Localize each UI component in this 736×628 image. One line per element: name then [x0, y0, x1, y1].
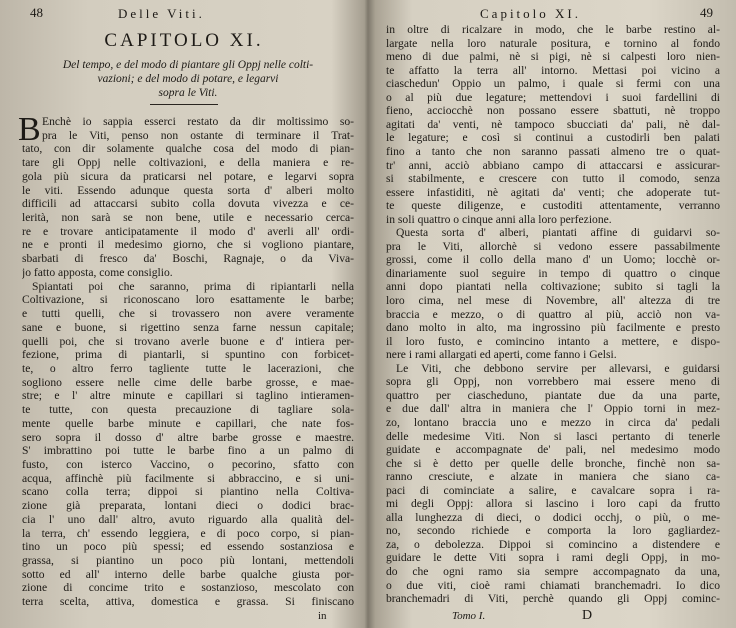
text-line: pra le Viti, allorchè si vedono essere passabilmente — [386, 239, 720, 253]
text-line: te, o altro ferro tagliente tutte le lacerazioni, che — [22, 361, 354, 375]
text-line: dano molto in alto, ma ingrossino più facilmente e presto — [386, 321, 720, 335]
text-line: che si è detto per quelle delle bronche, finchè non sa- — [386, 456, 720, 470]
text-line: sero sopra il dosso d' altre barbe grosse e maestre. — [22, 430, 354, 444]
text-line: si stabilmente, e crescere con tutto il comodo, senza — [386, 172, 720, 186]
text-line: paci di cominciate a salire, e cavalcare sopra i ra- — [386, 483, 720, 497]
text-line: jo fatto apposta, come consiglio. — [22, 265, 173, 279]
text-line: meno di due palmi, nè si pigi, nè si calpesti loro nien- — [386, 50, 720, 64]
text-line: alla lunghezza di dieci, o dodici occhj, o più, o me- — [386, 510, 720, 524]
text-line: zione di concime trito e sostanzioso, mescolato con — [22, 581, 354, 595]
text-line: in oltre di ricalzare in modo, che le barbe restino al- — [386, 23, 720, 36]
text-line: fezione, prima di piantarli, si spuntino con forbicet- — [22, 348, 354, 362]
text-line: quelli poi, che si trovano averle buone e d' intiera per- — [22, 334, 354, 348]
text-line: guidare le dette Viti sopra i rami degli Oppj, in mo- — [386, 551, 720, 565]
text-line: sotto ed all' interno delle barbe qualche giusta por- — [22, 567, 354, 581]
text-line: sogliono essere nelle cime delle barbe grosse, e mae- — [22, 375, 354, 389]
text-line: S' imbrattino poi tutte le barbe fino a un palmo di — [22, 444, 354, 458]
volume-footer: Tomo I. — [452, 610, 486, 622]
text-line: delle medesime Viti. Non si lasci pertanto di tenerle — [386, 429, 720, 443]
text-line: le legature; e così si continui a custodirli ben palati — [386, 131, 720, 145]
text-line: pra le Viti, penso non ostante di terminare il Trat- — [42, 128, 354, 142]
signature-mark: D — [582, 608, 593, 623]
text-line: essere infastiditi, nè agitati da' venti; che adoperate tut- — [386, 185, 720, 199]
summary-line: Del tempo, e del modo di piantare gli Oppj nelle colti- — [62, 59, 314, 71]
text-line: il loro fusto, e comincino intanto a mettere, e dispo- — [386, 334, 720, 348]
text-line: zione già preparata, lontani dieci o dodici brac- — [22, 499, 354, 513]
text-line: tare gli Oppj nelle coltivazioni, e della maniera e re- — [22, 156, 354, 170]
chapter-title: CAPITOLO XI. — [104, 30, 264, 51]
text-line: Spiantati poi che saranno, prima di ripiantarli nella — [32, 279, 354, 293]
text-line: Coltivazione, si riconoscano loro esattamente le barbe; — [22, 293, 354, 307]
text-line: lerità, non sarà se non bene, utile e necessario cerca- — [22, 211, 354, 225]
chapter-summary — [20, 58, 356, 100]
text-line: ranno cresciute, e alzate in maniera che siano ca- — [386, 470, 720, 484]
text-line: anni dopo piantati nella coltivazione; subito si tagli la — [386, 280, 720, 294]
text-line: te affatto la terra all' intorno. Mettasi poi vicino a — [386, 63, 720, 77]
text-line: cia l' uno dall' altro, avuto riguardo alla qualità del- — [22, 512, 354, 526]
text-line: grossi, come il collo della mano d' un Uomo; locchè or- — [386, 253, 720, 267]
text-line: Le Viti, che debbono servire per allevarsi, e guidarsi — [396, 361, 720, 375]
page-number: 49 — [700, 5, 713, 20]
catchword: in — [318, 610, 327, 622]
right-page — [368, 0, 736, 628]
text-line: sopra gli Oppj, non vorrebbero mai essere meno di — [386, 375, 720, 389]
text-line: le viti. Essendo adunque questa sorta d' alberi molto — [22, 183, 354, 197]
text-line: mente quelle barbe minute e capillari, che nate fos- — [22, 416, 354, 430]
text-line: te tutte, con questa precauzione di tagliare sola- — [22, 403, 354, 417]
text-line: o al più due legature; mettendovi i suoi fardellini di — [386, 90, 720, 104]
summary-line: sopra le Viti. — [158, 87, 218, 99]
text-line: agitati da' venti, nè tampoco sbucciati da' pali, nè dal- — [386, 117, 720, 131]
text-line: sane e buone, si rigettino senza farne nessun capitale; — [22, 320, 354, 334]
running-head: Capitolo XI. — [480, 6, 581, 21]
text-line: grassa, si piantino un poco più lontani, mettendoli — [22, 554, 354, 568]
text-line: stre; e l' altre minute e capillari si taglino intieramen- — [22, 389, 354, 403]
text-line: zo, lontano braccia uno e mezzo in circa da' pedali — [386, 415, 720, 429]
text-line: sbarbati di fresco da' Boschi, Ragnaje, o da Viva- — [22, 252, 354, 266]
text-line: e tutti quelli, che si trovassero non avere veramente — [22, 307, 354, 321]
text-line: Questa sorta d' alberi, piantati affine di guidarvi so- — [396, 226, 720, 240]
text-line: o due viti, cioè rami chiamati branchemadri. Io dico — [386, 578, 720, 592]
running-head: Delle Viti. — [118, 6, 205, 21]
text-line: te queste diligenze, e custoditi attentamente, verranno — [386, 199, 720, 213]
page-number: 48 — [30, 5, 43, 20]
summary-line: vazioni; e del modo di potare, e legarvi — [97, 73, 279, 85]
text-line: ne e pronti il medesimo giorno, che si vogliono piantare, — [22, 238, 354, 252]
text-line: in soli quattro o cinque anni alla loro perfezione. — [386, 212, 612, 226]
text-line: largate nella loro naturale positura, e tornino al fondo — [386, 36, 720, 50]
text-line: e due dall' altra in maniera che l' Oppio torni in mez- — [386, 402, 720, 416]
section-rule — [150, 104, 218, 105]
text-line: terra scelta, attiva, domestica e grassa. Si finiscano — [22, 595, 354, 609]
text-line: scano colla terra; dippoi si piantino nella Coltiva- — [22, 485, 354, 499]
text-line: Enchè io sappia esserci restato da dir moltissimo so- — [42, 115, 354, 128]
text-line: gola più sicura da praticarsi nel potare, e legarvi sopra — [22, 169, 354, 183]
text-line: tr' anni, acciò abbiano campo di attaccarsi e assicurar- — [386, 158, 720, 172]
text-line: no, secondo richiede e comporta la loro gagliardez- — [386, 524, 720, 538]
text-line: re e trovare anticipatamente il modo d' averli all' ordi- — [22, 224, 354, 238]
text-line: tato, con dir solamente qualche cosa del modo di pian- — [22, 142, 354, 156]
text-line: dinariamente suol seguire in tempo di quattro o cinque — [386, 266, 720, 280]
text-line: fieno, acciocchè non possano essere sbattuti, nè troppo — [386, 104, 720, 118]
drop-cap: B — [18, 111, 41, 148]
text-line: za, o debolezza. Dippoi si comincino a distendere e — [386, 537, 720, 551]
text-line: do che ogni ramo sia sempre accompagnato da una, — [386, 565, 720, 578]
text-line: tino un poco più spessi; ed essendo sostanziosa e — [22, 540, 354, 554]
text-line: quattro per ciascheduno, piantate due da una parte, — [386, 388, 720, 402]
text-line: mi degli Oppj: allora si lascino i loro capi da frutto — [386, 497, 720, 511]
text-line: nere i rami allargati ed aperti, come fanno i Gelsi. — [386, 348, 617, 362]
text-line: acqua, affinchè più facilmente si abbraccino, e si uni- — [22, 471, 354, 485]
text-line: ciaschedun' Oppio un palmo, i quale si fermi con una — [386, 77, 720, 91]
text-line: difficili ad attaccarsi subito colla dovuta vivezza e ce- — [22, 197, 354, 211]
text-line: loro cima, nel mese di Novembre, all' altezza di tre — [386, 294, 720, 307]
text-line: fino a tanto che non saranno passati almeno tre o quat- — [386, 144, 720, 158]
text-line: braccia e mezzo, o di quattro al più, acciò non va- — [386, 307, 720, 321]
text-line: guidate e accompagnate de' pali, nel medesimo modo — [386, 443, 720, 457]
text-line: branchemadri di Viti, perchè quando gli Oppj cominc- — [386, 592, 720, 606]
text-line: la terra, ch' essendo leggiera, e di poco corpo, si pian- — [22, 526, 354, 540]
text-line: fusto, con isterco Vaccino, o pecorino, sfatto con — [22, 458, 354, 471]
